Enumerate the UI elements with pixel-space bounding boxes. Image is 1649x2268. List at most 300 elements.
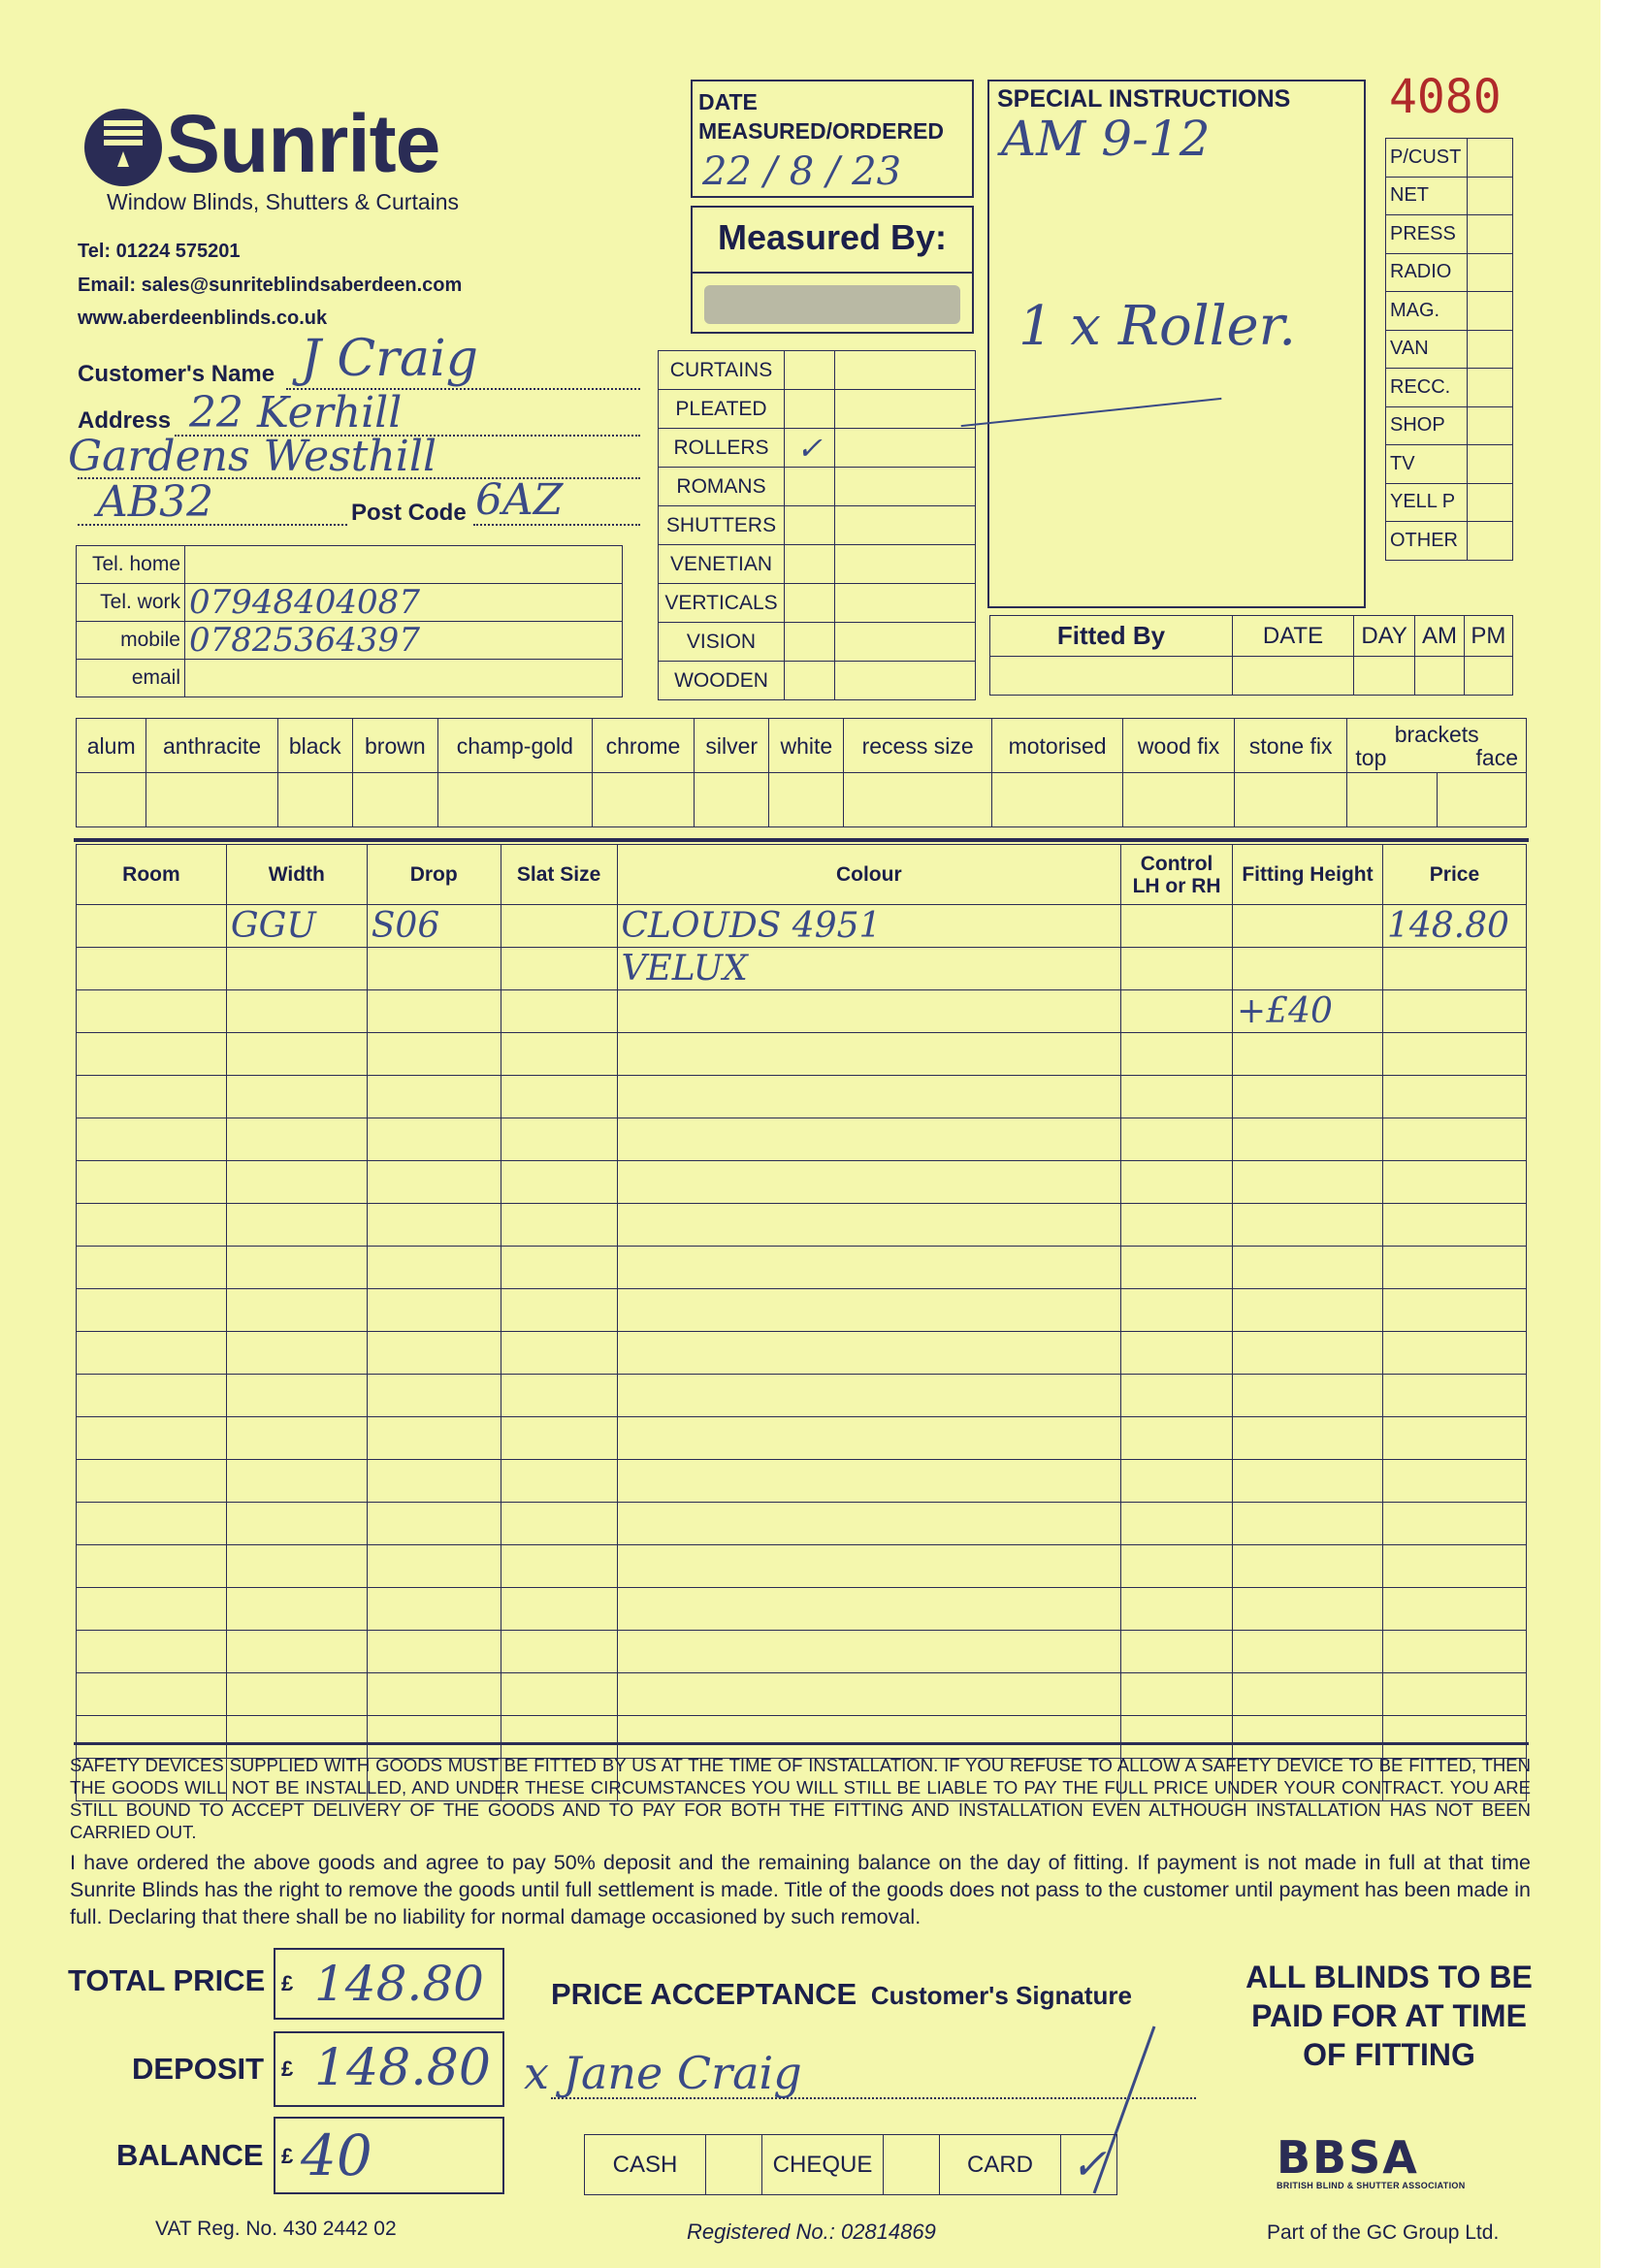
order-cell[interactable] — [1382, 948, 1526, 990]
order-row — [77, 1631, 1527, 1673]
order-cell[interactable] — [1121, 1460, 1233, 1503]
brackets-top-label: top — [1355, 744, 1387, 770]
order-cell[interactable] — [77, 990, 227, 1033]
order-cell[interactable] — [1382, 1161, 1526, 1204]
order-cell[interactable] — [1121, 1076, 1233, 1118]
order-cell[interactable] — [1233, 1716, 1383, 1759]
product-note[interactable] — [835, 506, 976, 545]
brackets-label: brackets — [1394, 721, 1479, 747]
order-cell[interactable] — [501, 1375, 617, 1417]
order-cell[interactable] — [77, 1417, 227, 1460]
order-row — [77, 905, 1527, 948]
source-row — [1386, 522, 1513, 561]
order-cell[interactable] — [77, 1545, 227, 1588]
order-cell[interactable] — [501, 1289, 617, 1332]
order-cell[interactable] — [1121, 1161, 1233, 1204]
order-cell[interactable] — [77, 1375, 227, 1417]
order-cell[interactable] — [1121, 1631, 1233, 1673]
payment-checkbox[interactable] — [706, 2135, 762, 2195]
order-cell[interactable] — [226, 1460, 367, 1503]
product-note[interactable] — [835, 623, 976, 662]
order-cell[interactable] — [77, 1118, 227, 1161]
order-cell[interactable] — [1121, 1417, 1233, 1460]
order-cell[interactable] — [617, 1161, 1121, 1204]
order-cell[interactable] — [617, 1460, 1121, 1503]
source-row — [1386, 139, 1513, 178]
order-cell[interactable] — [367, 1332, 501, 1375]
order-cell[interactable] — [77, 948, 227, 990]
order-cell[interactable] — [367, 1631, 501, 1673]
finish-checkbox[interactable] — [352, 773, 437, 827]
product-checkbox[interactable] — [785, 662, 835, 700]
order-cell[interactable] — [1233, 1204, 1383, 1247]
product-label: ROLLERS — [659, 429, 785, 468]
order-cell[interactable] — [1382, 1716, 1526, 1759]
order-cell[interactable] — [617, 1417, 1121, 1460]
fitted-pm-cell[interactable] — [1464, 657, 1512, 696]
order-cell[interactable] — [501, 1332, 617, 1375]
order-cell[interactable] — [226, 990, 367, 1033]
order-cell[interactable] — [617, 1375, 1121, 1417]
finish-checkbox[interactable] — [77, 773, 146, 827]
special-note-item[interactable]: 1 x Roller. — [1018, 295, 1297, 358]
phone-value[interactable] — [185, 660, 623, 697]
source-checkbox[interactable] — [1468, 406, 1513, 445]
order-cell[interactable] — [1233, 1417, 1383, 1460]
order-cell[interactable] — [1382, 1204, 1526, 1247]
source-checkbox[interactable] — [1468, 253, 1513, 292]
product-checkbox[interactable] — [785, 623, 835, 662]
order-cell[interactable] — [77, 1161, 227, 1204]
bracket-face-checkbox[interactable] — [1437, 773, 1526, 827]
order-cell[interactable] — [77, 1033, 227, 1076]
phone-row — [77, 584, 623, 622]
order-cell[interactable] — [77, 1204, 227, 1247]
order-cell[interactable] — [367, 1076, 501, 1118]
order-cell[interactable] — [1121, 1375, 1233, 1417]
order-cell[interactable] — [1233, 1460, 1383, 1503]
postcode-value[interactable]: 6AZ — [475, 475, 564, 525]
date-value[interactable]: 22 / 8 / 23 — [702, 149, 902, 194]
order-cell[interactable] — [1121, 1289, 1233, 1332]
product-note[interactable] — [835, 545, 976, 584]
brand-tagline: Window Blinds, Shutters & Curtains — [107, 189, 460, 214]
order-cell[interactable] — [501, 990, 617, 1033]
order-cell[interactable] — [617, 1118, 1121, 1161]
order-cell[interactable] — [1233, 1161, 1383, 1204]
order-cell[interactable] — [226, 1417, 367, 1460]
order-cell[interactable] — [226, 1332, 367, 1375]
order-cell[interactable] — [501, 1716, 617, 1759]
order-cell[interactable] — [226, 1545, 367, 1588]
product-note[interactable] — [835, 429, 976, 468]
source-row — [1386, 215, 1513, 254]
address-line3[interactable]: AB32 — [97, 477, 214, 527]
product-row — [659, 351, 976, 390]
order-cell[interactable] — [226, 1716, 367, 1759]
fitted-day-cell[interactable] — [1354, 657, 1415, 696]
total-box[interactable]: £ 148.80 — [274, 1948, 504, 2020]
order-cell[interactable] — [1233, 1375, 1383, 1417]
balance-label: BALANCE — [116, 2138, 264, 2172]
product-row — [659, 468, 976, 506]
order-cell[interactable] — [226, 1033, 367, 1076]
order-cell[interactable] — [367, 948, 501, 990]
payment-checkbox[interactable]: ✓ — [1061, 2135, 1117, 2195]
source-label: SHOP — [1386, 406, 1468, 445]
product-note[interactable] — [835, 390, 976, 429]
blind-logo-icon — [82, 107, 164, 188]
order-cell[interactable] — [367, 1460, 501, 1503]
product-note[interactable] — [835, 351, 976, 390]
finish-label: motorised — [991, 719, 1122, 773]
finish-checkbox[interactable] — [437, 773, 592, 827]
source-label: NET — [1386, 177, 1468, 215]
product-checkbox[interactable] — [785, 390, 835, 429]
phone-value[interactable]: 07825364397 — [185, 622, 623, 660]
order-cell[interactable] — [1382, 1631, 1526, 1673]
order-cell[interactable] — [501, 1161, 617, 1204]
payment-label: CASH — [585, 2135, 706, 2195]
phone-label: mobile — [77, 622, 185, 660]
order-cell[interactable] — [1382, 1588, 1526, 1631]
order-cell[interactable] — [501, 1503, 617, 1545]
order-cell[interactable] — [1382, 1417, 1526, 1460]
customer-signature[interactable]: x Jane Craig — [524, 2047, 802, 2099]
order-cell[interactable] — [617, 1076, 1121, 1118]
order-cell[interactable] — [501, 948, 617, 990]
source-checkbox[interactable] — [1468, 139, 1513, 178]
order-cell[interactable] — [367, 1033, 501, 1076]
order-cell[interactable] — [226, 1247, 367, 1289]
order-cell[interactable] — [1382, 1033, 1526, 1076]
order-cell[interactable] — [1382, 1289, 1526, 1332]
order-cell[interactable] — [226, 1204, 367, 1247]
finish-checkbox[interactable] — [769, 773, 844, 827]
source-row — [1386, 253, 1513, 292]
order-cell[interactable] — [1382, 1247, 1526, 1289]
order-cell[interactable] — [77, 1247, 227, 1289]
order-cell[interactable] — [1121, 1545, 1233, 1588]
special-note-time[interactable]: AM 9-12 — [1001, 111, 1211, 167]
finish-checkbox[interactable] — [844, 773, 992, 827]
order-cell[interactable] — [1121, 1716, 1233, 1759]
finish-label: recess size — [844, 719, 992, 773]
product-label: VENETIAN — [659, 545, 785, 584]
order-cell[interactable] — [226, 1375, 367, 1417]
order-cell[interactable]: 148.80 — [1382, 905, 1526, 948]
product-label: WOODEN — [659, 662, 785, 700]
order-row — [77, 948, 1527, 990]
order-cell[interactable] — [617, 1247, 1121, 1289]
order-cell[interactable] — [367, 1545, 501, 1588]
order-cell[interactable] — [367, 1588, 501, 1631]
customer-name-label: Customer's Name — [78, 361, 275, 387]
finish-label: champ-gold — [437, 719, 592, 773]
order-cell[interactable] — [1382, 990, 1526, 1033]
order-cell[interactable] — [501, 1673, 617, 1716]
fitted-am-label: AM — [1415, 616, 1464, 657]
order-cell[interactable] — [226, 948, 367, 990]
payment-checkbox[interactable] — [884, 2135, 940, 2195]
address-line2[interactable]: Gardens Westhill — [68, 432, 437, 481]
source-checkbox[interactable] — [1468, 177, 1513, 215]
order-cell[interactable] — [1233, 948, 1383, 990]
source-label: P/CUST — [1386, 139, 1468, 178]
order-cell[interactable] — [617, 1289, 1121, 1332]
order-cell[interactable] — [226, 1289, 367, 1332]
order-cell[interactable] — [226, 1631, 367, 1673]
order-cell[interactable] — [226, 1161, 367, 1204]
order-cell[interactable] — [226, 1673, 367, 1716]
fitted-by-cell[interactable] — [990, 657, 1233, 696]
source-checkbox[interactable] — [1468, 522, 1513, 561]
postcode-label: Post Code — [351, 500, 467, 526]
source-label: MAG. — [1386, 292, 1468, 331]
source-checkbox[interactable] — [1468, 215, 1513, 254]
order-cell[interactable]: VELUX — [617, 948, 1121, 990]
order-cell[interactable] — [367, 1204, 501, 1247]
agreement-terms: I have ordered the above goods and agree to pay 50% deposit and the remaining balance on the day of fitting. If payment is not made in full at that time Sunrite Blinds has the right to remove the goods until full settlement is made. Title of the goods does not pass to the customer until payment has been made in full. Declaring that there shall be no liability for normal damage occasioned by such removal. — [70, 1851, 1531, 1928]
order-cell[interactable] — [501, 1588, 617, 1631]
measured-by-label: Measured By: — [717, 217, 948, 257]
measured-by-value[interactable] — [704, 285, 960, 324]
phone-value[interactable]: 07948404087 — [185, 584, 623, 622]
finish-checkbox[interactable] — [1235, 773, 1347, 827]
finish-checkbox[interactable] — [592, 773, 694, 827]
order-cell[interactable] — [617, 1631, 1121, 1673]
order-cell[interactable] — [1233, 1289, 1383, 1332]
fitted-am-cell[interactable] — [1415, 657, 1464, 696]
order-cell[interactable] — [1233, 1033, 1383, 1076]
order-cell[interactable] — [501, 1631, 617, 1673]
order-cell[interactable] — [77, 1673, 227, 1716]
order-cell[interactable] — [1382, 1460, 1526, 1503]
source-row — [1386, 292, 1513, 331]
product-row — [659, 662, 976, 700]
order-cell[interactable] — [1382, 1332, 1526, 1375]
order-cell[interactable] — [226, 1588, 367, 1631]
order-cell[interactable] — [501, 1033, 617, 1076]
source-label: YELL P — [1386, 483, 1468, 522]
order-cell[interactable] — [1121, 1673, 1233, 1716]
order-header-cell: Room — [77, 845, 227, 905]
order-cell[interactable] — [1121, 1033, 1233, 1076]
order-cell[interactable] — [1233, 905, 1383, 948]
payment-label: CARD — [940, 2135, 1061, 2195]
finish-label: white — [769, 719, 844, 773]
order-cell[interactable] — [367, 1503, 501, 1545]
order-cell[interactable] — [501, 905, 617, 948]
order-cell[interactable] — [1121, 905, 1233, 948]
order-cell[interactable] — [1121, 1118, 1233, 1161]
address-line1[interactable]: 22 Kerhill — [189, 388, 403, 437]
bbsa-logo: BBSA BRITISH BLIND & SHUTTER ASSOCIATION — [1277, 2134, 1509, 2198]
special-label: SPECIAL INSTRUCTIONS — [997, 85, 1291, 113]
order-cell[interactable] — [617, 1332, 1121, 1375]
finish-label: anthracite — [146, 719, 277, 773]
fitted-date-cell[interactable] — [1233, 657, 1354, 696]
address-label: Address — [78, 407, 172, 434]
payment-label: CHEQUE — [762, 2135, 884, 2195]
product-checkbox[interactable] — [785, 351, 835, 390]
order-cell[interactable] — [367, 1289, 501, 1332]
product-checkbox[interactable] — [785, 506, 835, 545]
order-cell[interactable] — [1233, 1631, 1383, 1673]
order-cell[interactable] — [367, 1673, 501, 1716]
order-cell[interactable] — [367, 1118, 501, 1161]
order-cell[interactable] — [617, 1545, 1121, 1588]
order-row — [77, 1460, 1527, 1503]
order-cell[interactable] — [1121, 1503, 1233, 1545]
date-box — [691, 80, 974, 198]
order-cell[interactable] — [501, 1247, 617, 1289]
finish-checkbox[interactable] — [146, 773, 277, 827]
phone-row — [77, 660, 623, 697]
deposit-box[interactable]: £ 148.80 — [274, 2031, 504, 2107]
order-cell[interactable] — [617, 1204, 1121, 1247]
contact-web: www.aberdeenblinds.co.uk — [78, 308, 328, 329]
order-cell[interactable] — [77, 1460, 227, 1503]
source-checkbox[interactable] — [1468, 445, 1513, 484]
group-name: Part of the GC Group Ltd. — [1267, 2221, 1500, 2244]
source-row — [1386, 406, 1513, 445]
finish-checkbox[interactable] — [1123, 773, 1235, 827]
product-note[interactable] — [835, 584, 976, 623]
phone-row — [77, 546, 623, 584]
order-cell[interactable] — [367, 1161, 501, 1204]
order-cell[interactable] — [367, 1417, 501, 1460]
order-cell[interactable] — [501, 1118, 617, 1161]
order-cell[interactable]: S06 — [367, 905, 501, 948]
payment-notice: ALL BLINDS TO BE PAID FOR AT TIME OF FITTING — [1245, 1960, 1533, 2072]
order-cell[interactable] — [1233, 1673, 1383, 1716]
order-cell[interactable] — [1233, 1588, 1383, 1631]
product-checkbox[interactable] — [785, 584, 835, 623]
phone-value[interactable] — [185, 546, 623, 584]
finish-checkbox[interactable] — [991, 773, 1122, 827]
order-cell[interactable] — [501, 1076, 617, 1118]
product-note[interactable] — [835, 662, 976, 700]
deposit-label: DEPOSIT — [132, 2052, 265, 2086]
order-cell[interactable] — [501, 1204, 617, 1247]
finish-label: silver — [695, 719, 769, 773]
order-cell[interactable] — [77, 1503, 227, 1545]
order-cell[interactable] — [1382, 1673, 1526, 1716]
product-label: CURTAINS — [659, 351, 785, 390]
source-checkbox[interactable] — [1468, 292, 1513, 331]
order-cell[interactable] — [617, 1588, 1121, 1631]
order-cell[interactable] — [1382, 1503, 1526, 1545]
finish-label: chrome — [592, 719, 694, 773]
balance-box[interactable]: £ 40 — [274, 2117, 504, 2194]
order-cell[interactable] — [367, 1247, 501, 1289]
product-label: VERTICALS — [659, 584, 785, 623]
order-cell[interactable] — [617, 1716, 1121, 1759]
order-cell[interactable] — [77, 1631, 227, 1673]
acceptance-sub: Customer's Signature — [870, 1981, 1132, 2010]
order-cell[interactable] — [501, 1460, 617, 1503]
phone-label: email — [77, 660, 185, 697]
order-cell[interactable] — [1382, 1076, 1526, 1118]
order-cell[interactable]: +£40 — [1233, 990, 1383, 1033]
source-checkbox[interactable] — [1468, 369, 1513, 407]
order-cell[interactable] — [226, 1118, 367, 1161]
order-cell[interactable] — [1382, 1118, 1526, 1161]
order-cell[interactable] — [226, 1076, 367, 1118]
finish-checkbox[interactable] — [695, 773, 769, 827]
order-cell[interactable] — [1233, 1118, 1383, 1161]
order-cell[interactable]: GGU — [226, 905, 367, 948]
order-cell[interactable] — [77, 1716, 227, 1759]
phone-label: Tel. home — [77, 546, 185, 584]
order-cell[interactable] — [617, 1033, 1121, 1076]
order-cell[interactable] — [1233, 1076, 1383, 1118]
order-cell[interactable]: CLOUDS 4951 — [617, 905, 1121, 948]
balance-value: 40 — [301, 2122, 372, 2188]
order-cell[interactable] — [367, 1375, 501, 1417]
order-cell[interactable] — [1121, 1332, 1233, 1375]
order-row — [77, 990, 1527, 1033]
product-checkbox[interactable] — [785, 468, 835, 506]
order-cell[interactable] — [77, 1289, 227, 1332]
finish-checkbox[interactable] — [277, 773, 352, 827]
order-cell[interactable] — [1382, 1375, 1526, 1417]
order-cell[interactable] — [1382, 1545, 1526, 1588]
order-cell[interactable] — [1121, 948, 1233, 990]
order-header-cell: Slat Size — [501, 845, 617, 905]
order-cell[interactable] — [1121, 1204, 1233, 1247]
product-note[interactable] — [835, 468, 976, 506]
order-cell[interactable] — [367, 1716, 501, 1759]
order-cell[interactable] — [1121, 1247, 1233, 1289]
order-cell[interactable] — [367, 990, 501, 1033]
order-row — [77, 1375, 1527, 1417]
product-checkbox[interactable] — [785, 545, 835, 584]
order-header-cell: Width — [226, 845, 367, 905]
source-checkbox[interactable] — [1468, 483, 1513, 522]
order-row — [77, 1417, 1527, 1460]
source-row — [1386, 483, 1513, 522]
acceptance-title: PRICE ACCEPTANCE Customer's Signature — [551, 1977, 1132, 2011]
order-cell[interactable] — [617, 990, 1121, 1033]
product-label: VISION — [659, 623, 785, 662]
order-cell[interactable] — [1233, 1503, 1383, 1545]
sunrite-logo — [82, 97, 509, 204]
bracket-top-checkbox[interactable] — [1347, 773, 1437, 827]
product-row — [659, 390, 976, 429]
order-cell[interactable] — [617, 1673, 1121, 1716]
order-cell[interactable] — [501, 1545, 617, 1588]
order-cell[interactable] — [617, 1503, 1121, 1545]
order-row — [77, 1118, 1527, 1161]
order-cell[interactable] — [226, 1503, 367, 1545]
order-cell[interactable] — [1121, 1588, 1233, 1631]
order-cell[interactable] — [501, 1417, 617, 1460]
order-cell[interactable] — [1233, 1332, 1383, 1375]
order-cell[interactable] — [1233, 1545, 1383, 1588]
order-cell[interactable] — [1121, 990, 1233, 1033]
form-number: 4080 — [1389, 70, 1502, 124]
order-cell[interactable] — [77, 1588, 227, 1631]
order-cell[interactable] — [77, 1332, 227, 1375]
customer-name-value[interactable]: J Craig — [301, 330, 478, 388]
source-checkbox[interactable] — [1468, 330, 1513, 369]
product-checkbox[interactable]: ✓ — [785, 429, 835, 468]
order-cell[interactable] — [77, 905, 227, 948]
order-cell[interactable] — [77, 1076, 227, 1118]
order-cell[interactable] — [1233, 1247, 1383, 1289]
